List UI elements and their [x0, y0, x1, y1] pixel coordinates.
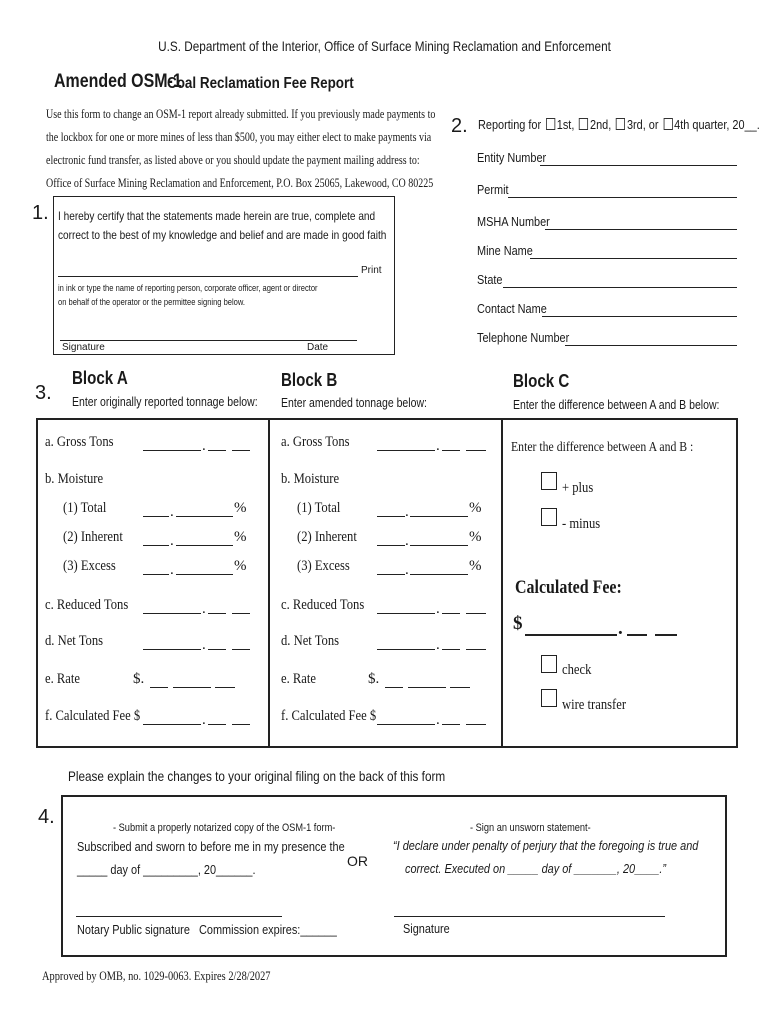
quarter-2-checkbox[interactable]: [579, 118, 588, 130]
entity-number-field[interactable]: [540, 165, 737, 166]
block-a-gross-tons-decimal-1[interactable]: [208, 450, 226, 451]
block-b-gross-tons-field[interactable]: [377, 450, 435, 451]
block-b-rate-field-3[interactable]: [450, 687, 470, 688]
block-b-total: (1) Total: [297, 500, 341, 516]
block-a-reduced-decimal-1[interactable]: [208, 613, 226, 614]
block-b-net-tons-field[interactable]: [377, 649, 435, 650]
entity-number-label: Entity Number: [477, 150, 547, 165]
block-a-inherent-field-1[interactable]: [143, 545, 169, 546]
notary-signature-line[interactable]: [76, 916, 282, 917]
decimal-point: .: [202, 601, 206, 617]
rate-prefix: $.: [133, 671, 145, 687]
percent-sign: %: [234, 500, 247, 516]
percent-sign: %: [469, 500, 482, 516]
block-a-net-decimal-2[interactable]: [232, 649, 250, 650]
permit-field[interactable]: [508, 197, 737, 198]
section-3-number: 3.: [35, 382, 52, 404]
block-b-reduced-tons-field[interactable]: [377, 613, 435, 614]
decimal-point: .: [436, 637, 440, 653]
plus-label: + plus: [562, 480, 594, 496]
decimal-point: .: [202, 712, 206, 728]
quarter-4-checkbox[interactable]: [663, 118, 672, 130]
sworn-statement-line1: Subscribed and sworn to before me in my presence the: [77, 839, 345, 854]
unsworn-signature-label: Signature: [403, 921, 450, 936]
block-a-fee-field[interactable]: [143, 724, 201, 725]
quarter-1-checkbox[interactable]: [546, 118, 555, 130]
block-a-total: (1) Total: [63, 500, 107, 516]
state-label: State: [477, 272, 503, 287]
block-a-net-tons-field[interactable]: [143, 649, 201, 650]
block-a-total-field-1[interactable]: [143, 516, 169, 517]
block-a-title: Block A: [72, 368, 128, 388]
block-b-moisture: b. Moisture: [281, 471, 340, 487]
date-label: Date: [307, 342, 329, 353]
contact-name-field[interactable]: [542, 316, 737, 317]
block-b-calculated-fee: f. Calculated Fee $: [281, 708, 377, 724]
sworn-statement-line2: _____ day of _________, 20______.: [77, 862, 256, 877]
calculated-fee-cents-2[interactable]: [655, 634, 677, 636]
block-b-gross-tons-decimal-1[interactable]: [442, 450, 460, 451]
block-b-rate: e. Rate: [281, 671, 316, 687]
block-b-net-decimal-2[interactable]: [466, 649, 486, 650]
decimal-point: .: [202, 637, 206, 653]
unsworn-statement-line1: “I declare under penalty of perjury that the foregoing is true and: [393, 838, 699, 853]
block-c-title: Block C: [513, 371, 570, 391]
reporting-quarter: Reporting for 1st, 2nd, 3rd, or 4th quarter, 20__.: [478, 117, 760, 132]
rate-prefix: $.: [368, 671, 380, 687]
or-divider: OR: [347, 853, 368, 869]
block-b-reduced-decimal-1[interactable]: [442, 613, 460, 614]
certification-text: I hereby certify that the statements made herein are true, complete and correct to the best of my knowledge and belief and are made in good faith: [58, 209, 387, 242]
signature-line[interactable]: [60, 340, 357, 341]
block-b-fee-decimal-2[interactable]: [466, 724, 486, 725]
decimal-point: .: [405, 533, 409, 549]
block-b-inherent: (2) Inherent: [297, 529, 357, 545]
decimal-point: .: [170, 504, 174, 520]
block-a-calculated-fee: f. Calculated Fee $: [45, 708, 141, 724]
block-a-reduced-decimal-2[interactable]: [232, 613, 250, 614]
percent-sign: %: [469, 558, 482, 574]
block-a-reduced-tons: c. Reduced Tons: [45, 597, 129, 613]
block-b-fee-decimal-1[interactable]: [442, 724, 460, 725]
block-a-instruction: Enter originally reported tonnage below:: [72, 395, 258, 409]
calculated-fee-label: Calculated Fee:: [515, 577, 622, 598]
check-label: check: [562, 662, 592, 678]
block-a-fee-decimal-1[interactable]: [208, 724, 226, 725]
block-a-total-field-2[interactable]: [176, 516, 233, 517]
block-a-rate: e. Rate: [45, 671, 80, 687]
wire-transfer-checkbox[interactable]: [541, 689, 557, 709]
quarter-3-checkbox[interactable]: [616, 118, 625, 130]
print-note: in ink or type the name of reporting person, corporate officer, agent or director on behalf of the operator or the permittee signing below.: [58, 283, 318, 307]
decimal-point: .: [436, 712, 440, 728]
state-field[interactable]: [503, 287, 737, 288]
calculated-fee-cents-1[interactable]: [627, 634, 647, 636]
form-subtitle: Coal Reclamation Fee Report: [167, 75, 354, 92]
block-b-excess: (3) Excess: [297, 558, 350, 574]
explain-changes-note: Please explain the changes to your original filing on the back of this form: [68, 768, 446, 784]
unsworn-statement-line2: correct. Executed on _____ day of _______, 20____.”: [405, 861, 667, 876]
block-b-inherent-field-1[interactable]: [377, 545, 405, 546]
block-a-gross-tons: a. Gross Tons: [45, 434, 114, 450]
permit-label: Permit: [477, 182, 509, 197]
minus-checkbox[interactable]: [541, 508, 557, 528]
block-b-reduced-decimal-2[interactable]: [466, 613, 486, 614]
mine-name-label: Mine Name: [477, 243, 533, 258]
commission-expires[interactable]: Commission expires:______: [199, 922, 337, 937]
block-c-instruction: Enter the difference between A and B below:: [513, 398, 720, 412]
block-b-total-field-2[interactable]: [410, 516, 468, 517]
form-title: Amended OSM-1: [54, 71, 182, 92]
section-2-number: 2.: [451, 115, 468, 137]
decimal-point: .: [436, 601, 440, 617]
minus-label: - minus: [562, 516, 601, 532]
decimal-point: .: [170, 533, 174, 549]
block-divider-ab: [268, 418, 270, 746]
omb-approval-footer: Approved by OMB, no. 1029-0063. Expires 2/28/2027: [42, 968, 271, 983]
msha-number-label: MSHA Number: [477, 214, 550, 229]
block-a-moisture: b. Moisture: [45, 471, 104, 487]
percent-sign: %: [234, 529, 247, 545]
print-label: Print: [361, 265, 382, 276]
block-b-gross-tons: a. Gross Tons: [281, 434, 350, 450]
plus-checkbox[interactable]: [541, 472, 557, 492]
msha-number-field[interactable]: [545, 229, 737, 230]
unsworn-signature-line[interactable]: [394, 916, 665, 917]
block-b-rate-field-2[interactable]: [408, 687, 446, 688]
notarized-instruction: - Submit a properly notarized copy of the OSM-1 form-: [113, 822, 336, 834]
block-b-rate-field-1[interactable]: [385, 687, 403, 688]
intro-text: Use this form to change an OSM-1 report already submitted. If you previously made payments to the lockbox for one or more mines of less than $500, you may either elect to make payments via electronic fund transfer, as listed above or you should update the payment mailing address to: Office of Surface Mining Reclamation and Enforcement, P.O. Box 25065, Lakewood, CO 80225: [46, 107, 436, 190]
block-a-rate-field-3[interactable]: [215, 687, 235, 688]
decimal-point: .: [202, 438, 206, 454]
decimal-point: .: [618, 618, 623, 639]
block-b-inherent-field-2[interactable]: [410, 545, 468, 546]
decimal-point: .: [170, 562, 174, 578]
block-b-title: Block B: [281, 370, 338, 390]
block-a-rate-field-2[interactable]: [173, 687, 211, 688]
signature-label: Signature: [62, 342, 105, 353]
print-name-line[interactable]: [58, 276, 358, 277]
calculated-fee-dollar: $: [513, 613, 523, 634]
block-divider-bc: [501, 418, 503, 746]
block-a-net-decimal-1[interactable]: [208, 649, 226, 650]
block-a-net-tons: d. Net Tons: [45, 633, 104, 649]
calculated-fee-dollars-field[interactable]: [525, 634, 617, 636]
block-a-gross-tons-decimal-2[interactable]: [232, 450, 250, 451]
unsworn-instruction: - Sign an unsworn statement-: [470, 822, 591, 834]
block-b-fee-field[interactable]: [377, 724, 435, 725]
contact-name-label: Contact Name: [477, 301, 547, 316]
block-a-reduced-tons-field[interactable]: [143, 613, 201, 614]
decimal-point: .: [405, 504, 409, 520]
block-b-reduced-tons: c. Reduced Tons: [281, 597, 365, 613]
notary-signature-label: Notary Public signature: [77, 922, 190, 937]
block-a-excess-field-1[interactable]: [143, 574, 169, 575]
block-a-excess: (3) Excess: [63, 558, 116, 574]
mine-name-field[interactable]: [530, 258, 737, 259]
block-b-instruction: Enter amended tonnage below:: [281, 396, 427, 410]
block-c-inner-instruction: Enter the difference between A and B :: [511, 440, 694, 455]
block-a-fee-decimal-2[interactable]: [232, 724, 250, 725]
block-b-total-field-1[interactable]: [377, 516, 405, 517]
section-4-number: 4.: [38, 806, 55, 828]
block-b-net-decimal-1[interactable]: [442, 649, 460, 650]
telephone-field[interactable]: [565, 345, 737, 346]
wire-transfer-label: wire transfer: [562, 697, 627, 713]
agency-header: U.S. Department of the Interior, Office of Surface Mining Reclamation and Enforcement: [158, 38, 612, 54]
check-checkbox[interactable]: [541, 655, 557, 675]
decimal-point: .: [436, 438, 440, 454]
block-b-excess-field-2[interactable]: [410, 574, 468, 575]
block-a-gross-tons-field[interactable]: [143, 450, 201, 451]
percent-sign: %: [234, 558, 247, 574]
block-b-net-tons: d. Net Tons: [281, 633, 340, 649]
block-a-rate-field-1[interactable]: [150, 687, 168, 688]
percent-sign: %: [469, 529, 482, 545]
block-a-excess-field-2[interactable]: [176, 574, 233, 575]
block-a-inherent-field-2[interactable]: [176, 545, 233, 546]
block-b-excess-field-1[interactable]: [377, 574, 405, 575]
section-1-number: 1.: [32, 202, 49, 224]
block-a-inherent: (2) Inherent: [63, 529, 123, 545]
decimal-point: .: [405, 562, 409, 578]
telephone-label: Telephone Number: [477, 330, 570, 345]
block-b-gross-tons-decimal-2[interactable]: [466, 450, 486, 451]
